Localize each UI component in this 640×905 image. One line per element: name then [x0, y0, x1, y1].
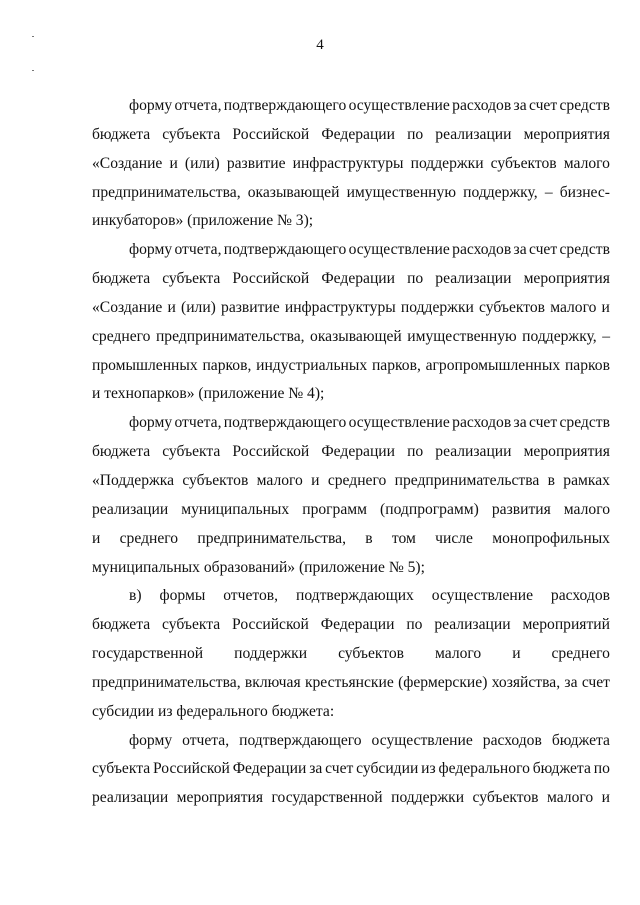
text-line	[92, 582, 610, 611]
word: в	[547, 471, 555, 489]
text-line	[92, 409, 610, 438]
text-line	[92, 265, 610, 294]
word: отчета,	[174, 97, 222, 114]
word: расходов	[452, 97, 512, 114]
word: реализации	[435, 443, 512, 461]
word: осуществление	[371, 731, 473, 749]
word: «Создание	[92, 154, 163, 172]
word: среднего	[92, 327, 151, 345]
word: федерального	[438, 760, 530, 778]
text-line: субсидии из федерального бюджета:	[92, 702, 335, 720]
word: из	[421, 760, 436, 778]
word: мероприятий	[522, 616, 610, 634]
word: отчета,	[182, 731, 230, 749]
word: Российской	[232, 125, 310, 143]
word: поддержки	[234, 645, 308, 663]
text-line	[92, 236, 610, 265]
word: мероприятия	[523, 270, 610, 288]
word: по	[407, 125, 424, 143]
word: бюджета	[92, 616, 151, 634]
word: за	[564, 673, 578, 691]
word: субъекта	[162, 616, 221, 634]
word: осуществление	[348, 241, 450, 259]
text-line	[92, 179, 610, 208]
word: и	[311, 471, 320, 489]
text-line	[92, 525, 610, 554]
text-line	[92, 323, 610, 352]
word: предпринимательства,	[92, 673, 241, 691]
word: Федерации	[321, 270, 395, 288]
word: хозяйства,	[491, 673, 561, 691]
word: в	[365, 529, 373, 547]
word: предпринимательства,	[92, 183, 241, 201]
word: имущественную	[346, 183, 456, 201]
word: бюджета	[532, 760, 591, 778]
word: реализации	[92, 500, 169, 518]
word: (или)	[181, 298, 216, 316]
word: монопрофильных	[492, 529, 610, 547]
word: индустриальных	[256, 356, 368, 374]
word: по	[407, 270, 424, 288]
word: формы	[159, 587, 206, 605]
word: осуществление	[431, 587, 533, 605]
word: средств	[559, 97, 610, 114]
word: государственной	[271, 789, 383, 807]
word: среднего	[119, 529, 179, 547]
word: по	[406, 616, 423, 634]
word: и	[601, 789, 610, 807]
word: парков,	[202, 356, 252, 374]
word: поддержку,	[463, 183, 538, 201]
word: по	[593, 760, 610, 778]
text-line	[92, 92, 610, 121]
word: отчета,	[174, 241, 222, 259]
word: форму	[129, 97, 173, 114]
word: оказывающей	[247, 183, 340, 201]
word: малого	[435, 645, 482, 663]
word: крестьянские	[304, 673, 394, 691]
word: Российской	[232, 616, 309, 634]
word: инфраструктуры	[284, 298, 396, 316]
word: субъектов	[338, 645, 405, 663]
text-line: и технопарков» (приложение № 4);	[92, 385, 325, 403]
word: средств	[559, 241, 610, 259]
scan-speck	[32, 36, 34, 37]
word: реализации	[435, 125, 512, 143]
word: –	[544, 183, 553, 201]
word: и	[169, 154, 178, 172]
word: поддержку,	[522, 327, 597, 345]
word: счет	[581, 673, 610, 691]
word: мероприятия	[523, 443, 610, 461]
word: подтверждающих	[295, 587, 414, 605]
word: –	[602, 327, 610, 345]
text-line	[92, 784, 610, 813]
word: предпринимательства	[394, 471, 540, 489]
word: числе	[435, 529, 473, 547]
word: поддержки	[400, 298, 474, 316]
word: мероприятия	[523, 125, 610, 143]
word: Российской	[232, 270, 310, 288]
word: форму	[129, 414, 173, 432]
text-line	[92, 467, 610, 496]
word: малого	[546, 789, 594, 807]
word: расходов	[550, 587, 610, 605]
word: субъекта	[162, 270, 221, 288]
word: субъектов	[490, 154, 557, 172]
text-line	[92, 611, 610, 640]
text-line	[92, 438, 610, 467]
word: среднего	[327, 471, 387, 489]
word: и	[92, 529, 101, 547]
word: оказывающей	[310, 327, 402, 345]
word: том	[391, 529, 416, 547]
word: реализации	[434, 616, 511, 634]
word: за	[513, 97, 527, 114]
word: субъекта	[162, 443, 221, 461]
word: предпринимательства,	[155, 327, 305, 345]
word: по	[407, 443, 424, 461]
word: «Поддержка	[92, 471, 175, 489]
word: бюджета	[92, 125, 151, 143]
word: отчета,	[174, 414, 222, 432]
word: Российской	[152, 760, 230, 778]
text-line	[92, 352, 610, 381]
word: за	[513, 414, 527, 432]
word: малого	[563, 500, 610, 518]
word: отчетов,	[223, 587, 279, 605]
word: подтверждающего	[239, 731, 362, 749]
word: предпринимательства,	[197, 529, 346, 547]
word: бюджета	[92, 270, 151, 288]
word: счет	[528, 241, 558, 259]
word: подтверждающего	[223, 414, 347, 432]
word: средств	[559, 414, 610, 432]
word: бюджета	[92, 443, 151, 461]
word: и	[167, 298, 176, 316]
scan-speck	[32, 70, 34, 71]
word: субсидии	[356, 760, 419, 778]
word: развитие	[226, 154, 286, 172]
word: бюджета	[551, 731, 610, 749]
word: (или)	[184, 154, 220, 172]
word: осуществление	[348, 414, 450, 432]
word: муниципальных	[181, 500, 290, 518]
word: малого	[256, 471, 303, 489]
text-line	[92, 755, 610, 784]
word: форму	[129, 731, 173, 749]
word: расходов	[452, 414, 512, 432]
word: развития	[491, 500, 551, 518]
page-number: 4	[316, 37, 324, 53]
word: и	[601, 298, 610, 316]
word: бизнес-	[559, 183, 610, 201]
text-line	[92, 150, 610, 179]
word: поддержки	[410, 154, 484, 172]
word: Федерации	[320, 616, 395, 634]
word: (фермерские)	[398, 673, 488, 691]
text-line	[92, 294, 610, 323]
word: подтверждающего	[223, 241, 347, 259]
word: парков	[564, 356, 610, 374]
word: рамках	[563, 471, 610, 489]
word: поддержки	[391, 789, 465, 807]
word: субъекта	[162, 125, 221, 143]
word: подтверждающего	[223, 97, 347, 114]
word: субъектов	[182, 471, 249, 489]
word: счет	[528, 97, 558, 114]
word: среднего	[551, 645, 610, 663]
word: развитие	[221, 298, 280, 316]
word: промышленных	[92, 356, 198, 374]
word: мероприятия	[176, 789, 264, 807]
text-line	[92, 640, 610, 669]
word: субъекта	[92, 760, 151, 778]
word: субъектов	[472, 789, 539, 807]
word: государственной	[92, 645, 204, 663]
document-body	[92, 92, 610, 813]
text-line	[92, 121, 610, 150]
word: Федерации	[321, 443, 395, 461]
word: Российской	[232, 443, 310, 461]
word: и	[512, 645, 521, 663]
word: (подпрограмм)	[380, 500, 479, 518]
word: реализации	[435, 270, 512, 288]
word: в)	[129, 587, 142, 605]
word: за	[309, 760, 323, 778]
word: инфраструктуры	[292, 154, 404, 172]
word: форму	[129, 241, 173, 259]
word: за	[513, 241, 527, 259]
word: субъектов	[479, 298, 546, 316]
word: счет	[528, 414, 558, 432]
text-line	[92, 496, 610, 525]
word: расходов	[482, 731, 542, 749]
word: малого	[550, 298, 597, 316]
word: парков,	[371, 356, 421, 374]
word: осуществление	[348, 97, 450, 114]
text-line: инкубаторов» (приложение № 3);	[92, 212, 314, 230]
text-line	[92, 727, 610, 756]
word: программ	[302, 500, 368, 518]
text-line: муниципальных образований» (приложение № 5);	[92, 558, 425, 576]
text-line	[92, 669, 610, 698]
word: расходов	[452, 241, 512, 259]
word: Федерации	[232, 760, 307, 778]
word: малого	[563, 154, 610, 172]
word: Федерации	[321, 125, 395, 143]
word: счет	[325, 760, 354, 778]
word: включая	[244, 673, 301, 691]
word: реализации	[92, 789, 169, 807]
word: агропромышленных	[425, 356, 561, 374]
word: имущественную	[407, 327, 517, 345]
word: «Создание	[92, 298, 163, 316]
